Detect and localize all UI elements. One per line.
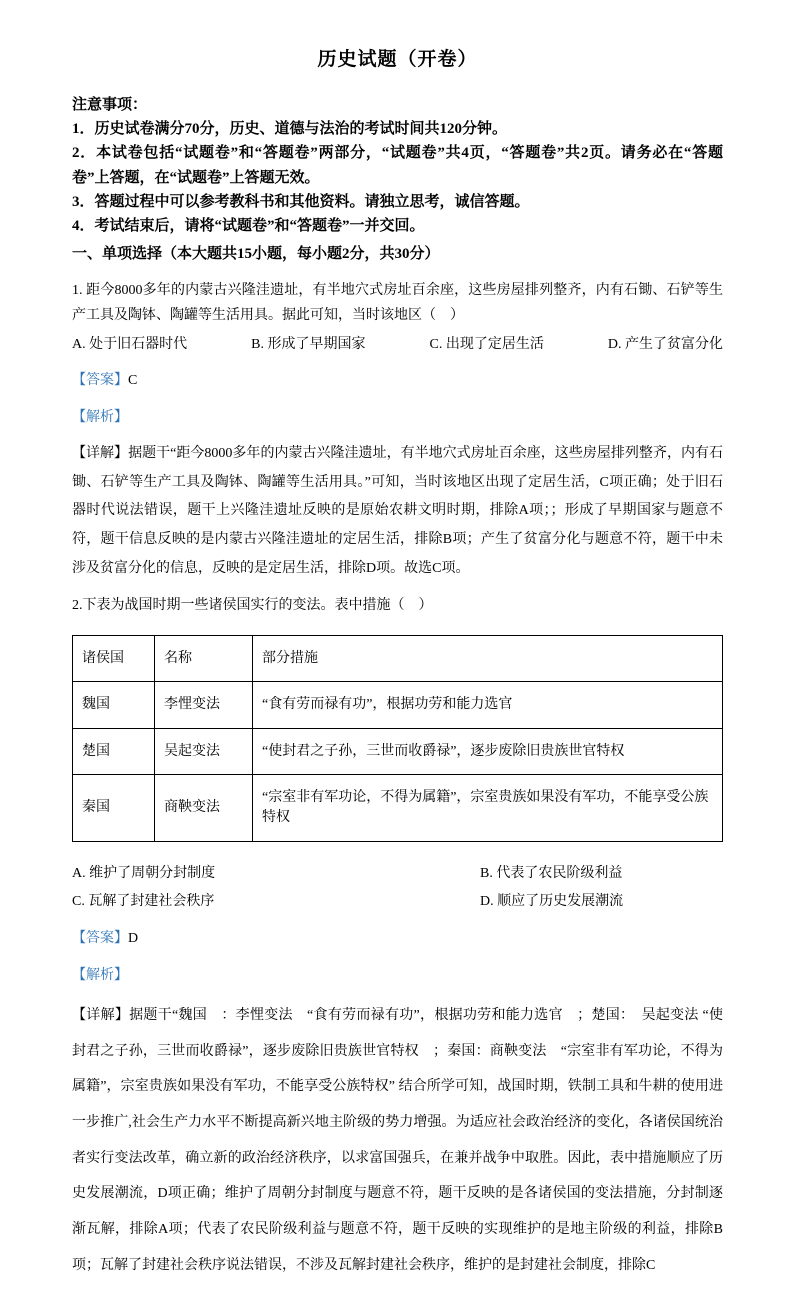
notice-item-2: 2．本试卷包括“试题卷”和“答题卷”两部分，“试题卷”共4页，“答题卷”共2页。请务必在“答题卷”上答题，在“试题卷”上答题无效。 [72, 145, 723, 186]
page-title: 历史试题（开卷） [317, 49, 478, 70]
question-2-option-b: B. 代表了农民阶级利益 [480, 865, 623, 881]
table-cell-state: 魏国 [73, 682, 155, 729]
table-cell-state: 秦国 [73, 775, 155, 841]
notice-item-1: 1．历史试卷满分70分，历史、道德与法治的考试时间共120分钟。 [72, 121, 508, 137]
question-2-options [72, 860, 723, 916]
reform-table [72, 635, 723, 842]
analysis-label: 【解析】 [72, 409, 128, 425]
table-cell-name: 商鞅变法 [155, 775, 253, 841]
section-header: 一、单项选择（本大题共15小题，每小题2分，共30分） [72, 246, 440, 263]
question-1-detail: 【详解】据题干“距今8000多年的内蒙古兴隆洼遗址，有半地穴式房址百余座，这些房屋排列整齐，内有石锄、石铲等生产工具及陶钵、陶罐等生活用具。”可知，当时该地区出现了定居生活，C项正确；处于旧石器时代说法错误，题干上兴隆洼遗址反映的是原始农耕文明时期，排除A项；；形成了早期国家与题意不符，题干信息反映的是内蒙古兴隆洼遗址的定居生活，排除B项；产生了贫富分化与题意不符，题干中未涉及贫富分化的信息，反映的是定居生活，排除D项。故选C项。 [72, 445, 723, 576]
analysis-label: 【解析】 [72, 967, 128, 983]
question-1-option-d: D. 产生了贫富分化 [607, 337, 723, 353]
question-2 [72, 593, 723, 1283]
table-cell-name: 吴起变法 [155, 728, 253, 775]
table-row [73, 728, 723, 775]
table-row [73, 682, 723, 729]
question-2-option-d: D. 顺应了历史发展潮流 [480, 893, 624, 909]
table-header-name: 名称 [155, 635, 253, 682]
question-1-option-c: C. 出现了定居生活 [429, 337, 544, 353]
question-1-option-b: B. 形成了早期国家 [251, 337, 366, 353]
question-2-option-c: C. 瓦解了封建社会秩序 [72, 893, 215, 909]
table-cell-measures: “宗室非有军功论，不得为属籍”，宗室贵族如果没有军功，不能享受公族特权 [253, 775, 723, 841]
question-1-stem: 1. 距今8000多年的内蒙古兴隆洼遗址，有半地穴式房址百余座，这些房屋排列整齐，内有石锄、石铲等生产工具及陶钵、陶罐等生活用具。据此可知，当时该地区（ ） [72, 282, 723, 324]
table-cell-name: 李悝变法 [155, 682, 253, 729]
question-1 [72, 278, 723, 583]
table-header-row [73, 635, 723, 682]
notice-item-4: 4．考试结束后，请将“试题卷”和“答题卷”一并交回。 [72, 218, 425, 235]
answer-label: 【答案】 [72, 930, 128, 946]
table-header-state: 诸侯国 [73, 635, 155, 682]
table-cell-measures: “食有劳而禄有功”，根据功劳和能力选官 [253, 682, 723, 729]
question-1-answer-line [72, 368, 723, 393]
question-1-analysis-line [72, 405, 723, 430]
notice-header: 注意事项： [72, 97, 148, 113]
table-header-measures: 部分措施 [253, 635, 723, 682]
table-row [73, 775, 723, 841]
question-2-analysis-line [72, 963, 723, 988]
answer-label: 【答案】 [72, 372, 128, 388]
notice-item-3: 3．答题过程中可以参考教科书和其他资料。请独立思考，诚信答题。 [72, 193, 530, 210]
question-2-answer-line [72, 926, 723, 951]
question-1-answer-value: C [128, 372, 138, 388]
question-1-option-a: A. 处于旧石器时代 [72, 337, 188, 353]
question-2-detail: 【详解】据题干“魏国 ：李悝变法 “食有劳而禄有功”，根据功劳和能力选官 ；楚国： 吴起变法 “使封君之子孙，三世而收爵禄”，逐步废除旧贵族世官特权 ；秦国：商鞅变法 “宗室非有军功论，不得为属籍”，宗室贵族如果没有军功，不能享受公族特权” 结合所学可知，战国时期，铁制工具和牛耕的使用进一步推广,社会生产力水平不断提高新兴地主阶级的势力增强。为适应社会政治经济的变化，各诸侯国统治者实行变法改革，确立新的政治经济秩序，以求富国强兵，在兼并战争中取胜。因此，表中措施顺应了历史发展潮流，D项正确；维护了周朝分封制度与题意不符，题干反映的是各诸侯国的变法措施，分封制逐渐瓦解，排除A项；代表了农民阶级利益与题意不符，题干反映的实现维护的是地主阶级的利益，排除B项；瓦解了封建社会秩序说法错误，不涉及瓦解封建社会秩序，维护的是封建社会制度，排除C [72, 1007, 723, 1273]
question-2-answer-value: D [128, 930, 139, 946]
table-cell-measures: “使封君之子孙，三世而收爵禄”，逐步废除旧贵族世官特权 [253, 728, 723, 775]
question-2-stem: 2.下表为战国时期一些诸侯国实行的变法。表中措施（ ） [72, 598, 433, 614]
table-cell-state: 楚国 [73, 728, 155, 775]
question-2-option-a: A. 维护了周朝分封制度 [72, 865, 216, 881]
question-1-options [72, 332, 723, 357]
